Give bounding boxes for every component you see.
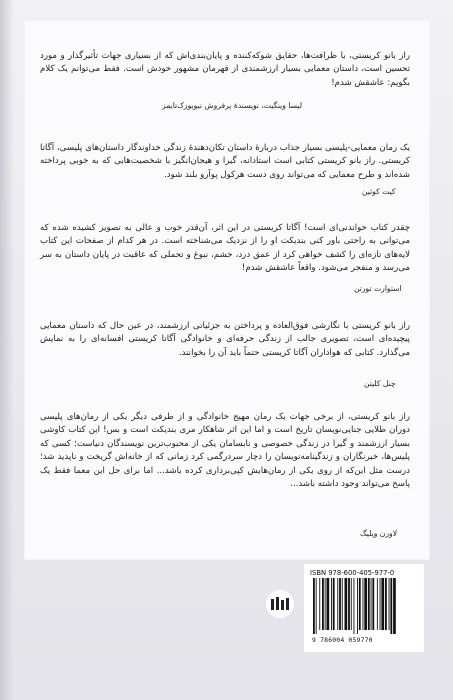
barcode-bar: [337, 578, 338, 630]
blurb-1-text: راز بانو کریستی، با ظرافت‌ها، حقایق شوکه‌کننده و پایان‌بندی‌اش که از بسیاری جهات تأثیرگذار و مورد تحسین است، داستان معمایی بسیار ارزشمندی از قهرمان مشهور خودش است. فقط می‌توانم یک کلام بگویم: عاشقش شدم!: [40, 51, 410, 88]
blurb-4-text: راز بانو کریستی با نگارشی فوق‌العاده و پرداختن به جزئیاتی ارزشمند، در عین حال که داستان معمایی پیچیده‌ای است، تصویری جالب از زندگی حرفه‌ای و خانوادگی آگاتا کریستی افسانه‌ای را به نمایش می‌گذارد. کتابی که هواداران آگاتا کریستی حتماً باید آن را بخوانند.: [40, 321, 410, 358]
barcode-bar: [363, 578, 364, 630]
barcode-bar: [313, 578, 315, 634]
barcode-bar: [325, 578, 326, 630]
barcode-bar: [390, 578, 392, 634]
barcode-bar: [319, 578, 320, 630]
blurb-2-attribution: کیت کوئین: [362, 187, 396, 196]
barcode-bar: [345, 578, 348, 630]
barcode-bar: [322, 578, 324, 630]
barcode-bar: [357, 578, 358, 634]
spine-shadow: [0, 0, 14, 700]
blurb-3-text: چقدر کتاب خواندنی‌ای است! آگاتا کریستی در این اثر، آن‌قدر خوب و عالی به تصویر کشیده شده که می‌توانی به راحتی باور کنی بندیکت او را از نزدیک می‌شناخته است. در هر کدام از صفحات این کتاب لایه‌های تازه‌ای را کشف خواهی کرد از عمق درد، خشم، نبوغ و تحملی که عاقبت در پایان داستان به سر می‌رسد و منفجر می‌شود. واقعاً عاشقش شدم!: [40, 223, 410, 274]
barcode-bar: [359, 578, 361, 630]
barcode-bar: [385, 578, 387, 630]
barcode-bar: [389, 578, 390, 630]
barcode-bar: [339, 578, 341, 630]
blurb-4-attribution: چنل کلیتن: [364, 379, 396, 388]
barcode-bar: [327, 578, 330, 630]
barcode-bar: [342, 578, 343, 630]
barcode-bar: [393, 578, 396, 634]
publisher-logo-icon: [266, 590, 294, 618]
barcode-bar: [364, 578, 367, 630]
barcode-bar: [371, 578, 372, 630]
barcode-bar: [377, 578, 378, 630]
barcode-bar: [368, 578, 370, 630]
barcode-bar: [372, 578, 374, 630]
barcode-digits: 9 786004 059770: [312, 636, 373, 644]
barcode-bar: [316, 578, 317, 634]
barcode-bar: [348, 578, 350, 630]
barcode-bar: [380, 578, 381, 630]
barcode-bar: [331, 578, 332, 630]
barcode-bars: [312, 578, 412, 634]
blurb-2-text: یک رمان معمایی-پلیسی بسیار جذاب دربارهٔ داستان تکان‌دهندهٔ زندگی خداوندگار داستان‌های پلیسی، آگاتا کریستی. راز بانو کریستی کتابی است استادانه، گیرا و هیجان‌انگیز با شخصیت‌هایی که به خوبی پرداخته شده‌اند و طرح معمایی که می‌تواند روی دست هرکول پوآرو بلند شود.: [40, 143, 410, 180]
barcode-bar: [354, 578, 355, 634]
barcode-bar: [333, 578, 335, 630]
blurb-5-text: راز بانو کریستی، از برخی جهات یک رمان مهیج خانوادگی و از طرفی دیگر یکی از رمان‌های پلیسی دوران طلایی جنایی‌نویسان تاریخ است و اما این اثر شاهکار مری بندیکت است و بس! این کتاب کاوشی بسیار ارزشمند و گیرا در زندگی خصوصی و نابسامان یکی از محبوب‌ترین نویسندگان دنیاست؛ کسی که پلیس‌ها، خبرنگاران و زندگینامه‌نویسان را دچار سردرگمی کرد زمانی که از خانه‌اش گریخت و ناپدید شد؛ درست مثل این‌که از روی یکی از رمان‌هایش کپی‌برداری کرده باشد... اما برای حل این معما فقط یک پاسخ می‌تواند وجود داشته باشد...: [40, 412, 410, 490]
blurb-5-attribution: لاورن ویلیگ: [360, 529, 398, 538]
isbn-label: ISBN 978-600-405-977-0: [310, 569, 395, 577]
barcode-bar: [351, 578, 352, 630]
barcode-bar: [381, 578, 384, 630]
barcode-box: [304, 564, 424, 652]
blurb-1-attribution: لیسا وینگیت، نویسندهٔ پرفروش نیویورک‌تایمز: [162, 101, 303, 110]
blurb-3-attribution: استوارت تورتن: [354, 284, 402, 293]
